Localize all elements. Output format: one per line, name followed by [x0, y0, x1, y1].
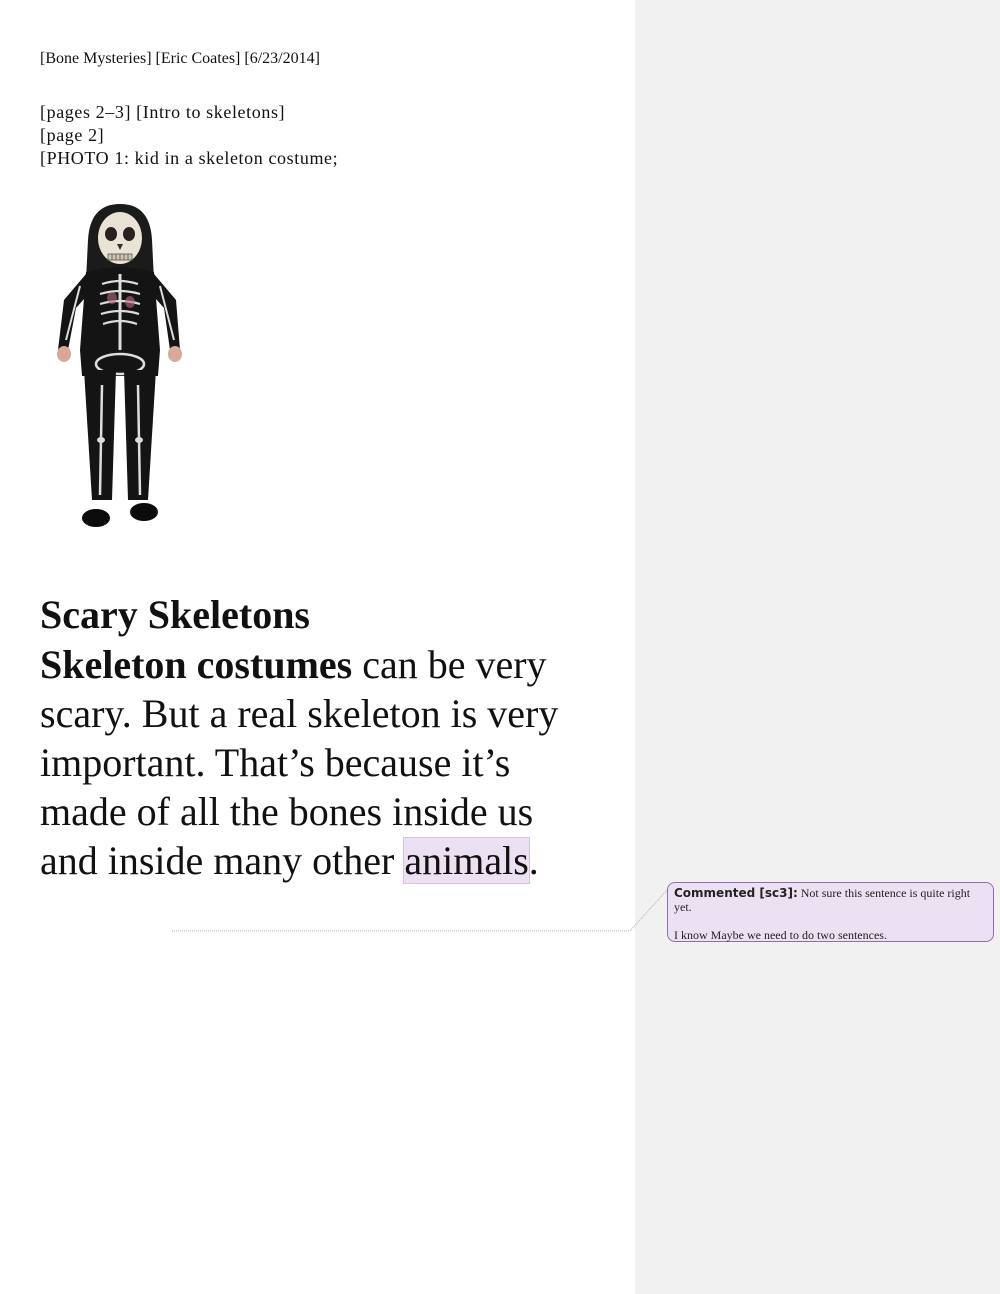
- document-header-line: [Bone Mysteries] [Eric Coates] [6/23/2014]: [40, 50, 320, 67]
- commented-highlight[interactable]: animals: [404, 838, 529, 883]
- body-text-main: can be very scary. But a real skeleton is very important. That’s because it’s made of all the bones inside us and inside many other: [40, 642, 559, 883]
- comment-balloon[interactable]: [667, 882, 994, 942]
- meta-line-photo: [PHOTO 1: kid in a skeleton costume;: [40, 148, 339, 168]
- comment-text: Not sure this sentence is quite right yet.: [674, 886, 971, 914]
- body-text-end: .: [528, 838, 539, 883]
- skeleton-costume-photo: [50, 200, 185, 530]
- comment-author-label: Commented [sc3]:: [674, 886, 798, 900]
- comment-margin-pane: [635, 0, 1000, 1294]
- meta-line-pages: [pages 2–3] [Intro to skeletons]: [40, 102, 286, 122]
- body-paragraph[interactable]: [40, 640, 600, 885]
- meta-line-page: [page 2]: [40, 125, 105, 145]
- comment-reply-text: I know Maybe we need to do two sentences.: [674, 928, 887, 942]
- document-meta: [40, 101, 338, 170]
- section-heading: Scary Skeletons: [40, 592, 310, 637]
- body-lead-bold: Skeleton costumes: [40, 642, 353, 687]
